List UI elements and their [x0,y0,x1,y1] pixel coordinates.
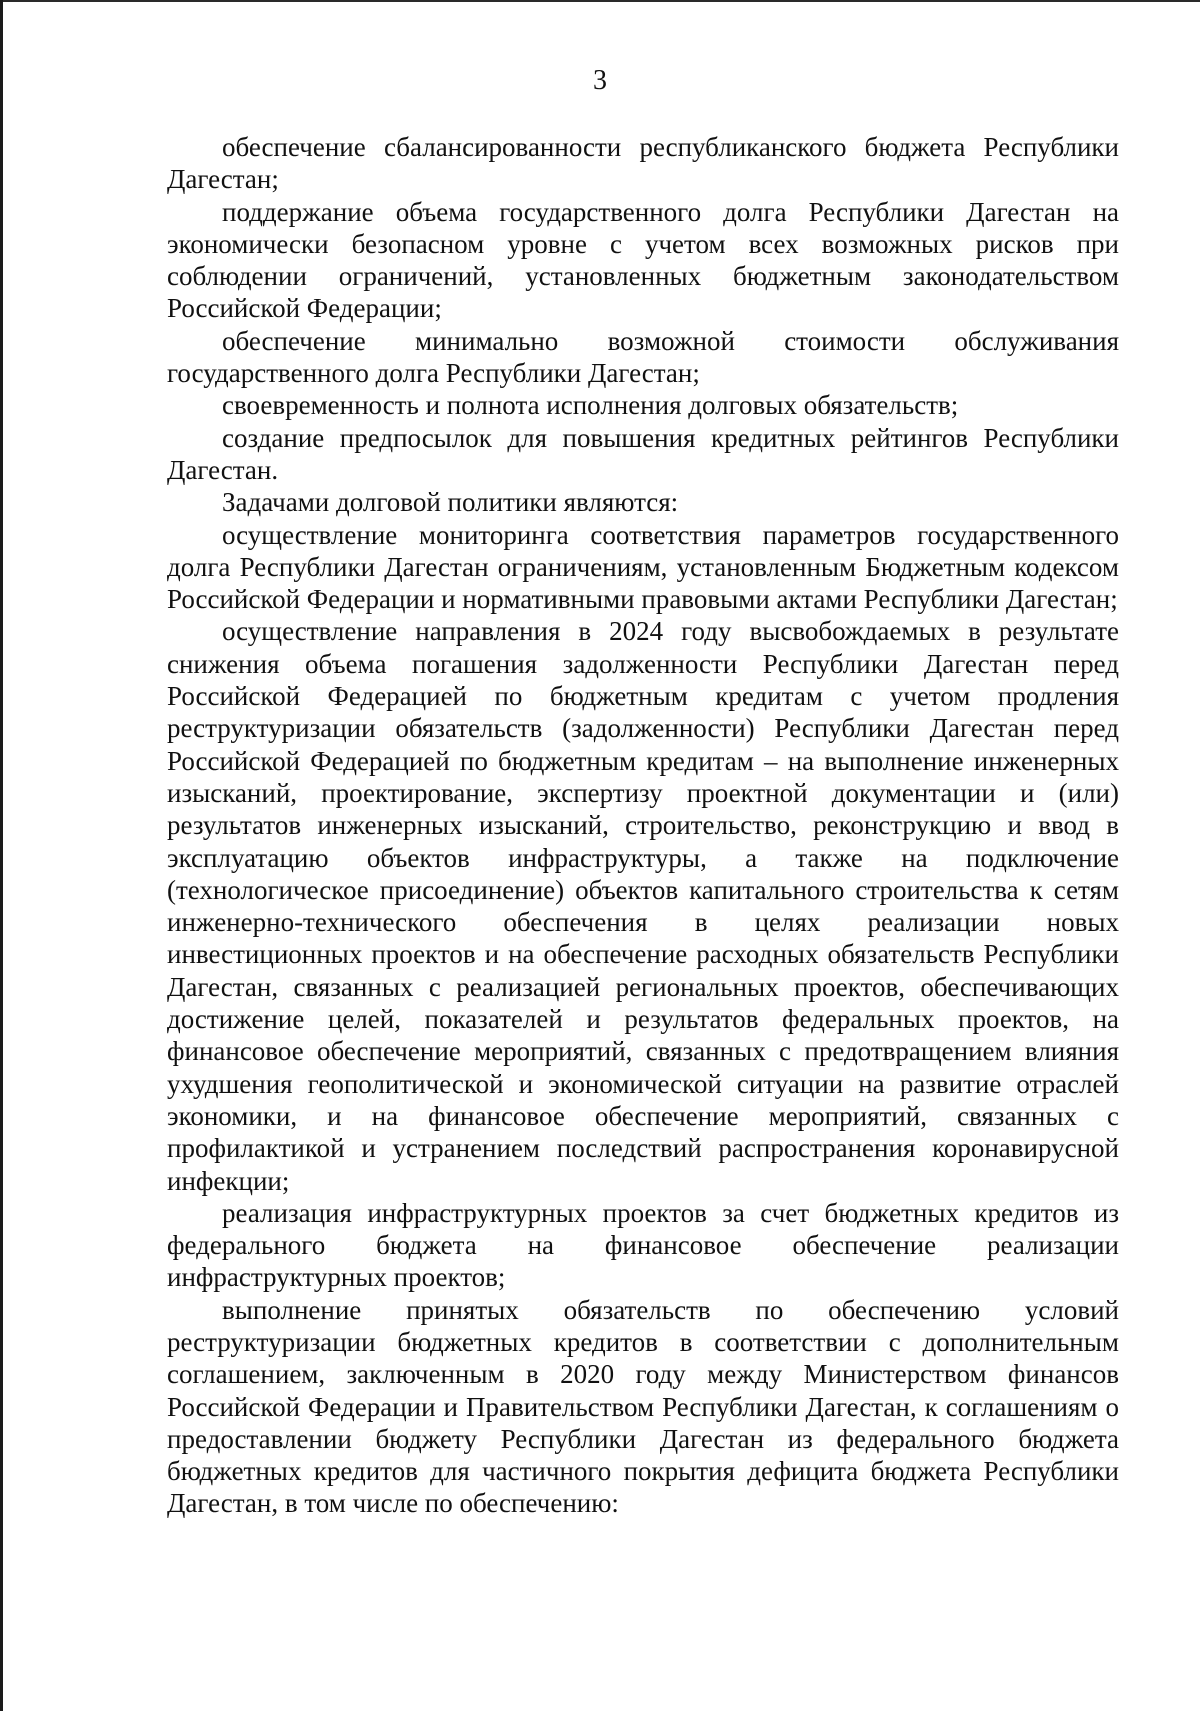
paragraph-timeliness: своевременность и полнота исполнения долговых обязательств; [222,390,959,421]
page-number: 3 [593,65,607,96]
paragraph-credit-ratings: создание предпосылок для повышения кредитных рейтингов Республики Дагестан. [167,422,1119,485]
paragraph-budget-balance: обеспечение сбалансированности республиканского бюджета Республики Дагестан; [167,132,1119,195]
paragraph-monitoring: осуществление мониторинга соответствия параметров государственного долга Республики Дагестан ограничениям, установленным Бюджетным кодексом Российской Федерации и нормативными правовыми актами Республики Дагестан; [167,519,1119,615]
document-body [167,131,1119,1520]
paragraph-infrastructure: реализация инфраструктурных проектов за счет бюджетных кредитов из федерального бюджета на финансовое обеспечение реализации инфраструктурных проектов; [167,1197,1119,1293]
scan-edge-left [0,0,3,1711]
paragraph-servicing-cost: обеспечение минимально возможной стоимости обслуживания государственного долга Республики Дагестан; [167,325,1119,389]
paragraph-tasks-heading: Задачами долговой политики являются: [222,487,679,518]
paragraph-restructuring: выполнение принятых обязательств по обеспечению условий реструктуризации бюджетных кредитов в соответствии с дополнительным соглашением, заключенным в 2020 году между Министерством финансов Российской Федерации и Правительством Республики Дагестан, к соглашениям о предоставлении бюджету Республики Дагестан из федерального бюджета бюджетных кредитов для частичного покрытия дефицита бюджета Республики Дагестан, в том числе по обеспечению: [167,1294,1119,1519]
scan-edge-top [0,0,1200,2]
paragraph-2024-funds: осуществление направления в 2024 году высвобождаемых в результате снижения объема погашения задолженности Республики Дагестан перед Российской Федерацией по бюджетным кредитам с учетом продления реструктуризации обязательств (задолженности) Республики Дагестан перед Российской Федерацией по бюджетным кредитам – на выполнение инженерных изысканий, проектирование, экспертизу проектной документации и (или) результатов инженерных изысканий, строительство, реконструкцию и ввод в эксплуатацию объектов инфраструктуры, а также на подключение (технологическое присоединение) объектов капитального строительства к сетям инженерно-технического обеспечения в целях реализации новых инвестиционных проектов и на обеспечение расходных обязательств Республики Дагестан, связанных с реализацией региональных проектов, обеспечивающих достижение целей, показателей и результатов федеральных проектов, на финансовое обеспечение мероприятий, связанных с предотвращением влияния ухудшения геополитической и экономической ситуации на развитие отраслей экономики, и на финансовое обеспечение мероприятий, связанных с профилактикой и устранением последствий распространения коронавирусной инфекции; [167,616,1119,1196]
paragraph-debt-level: поддержание объема государственного долга Республики Дагестан на экономически безопасном уровне с учетом всех возможных рисков при соблюдении ограничений, установленных бюджетным законодательством Российской Федерации; [167,196,1119,324]
